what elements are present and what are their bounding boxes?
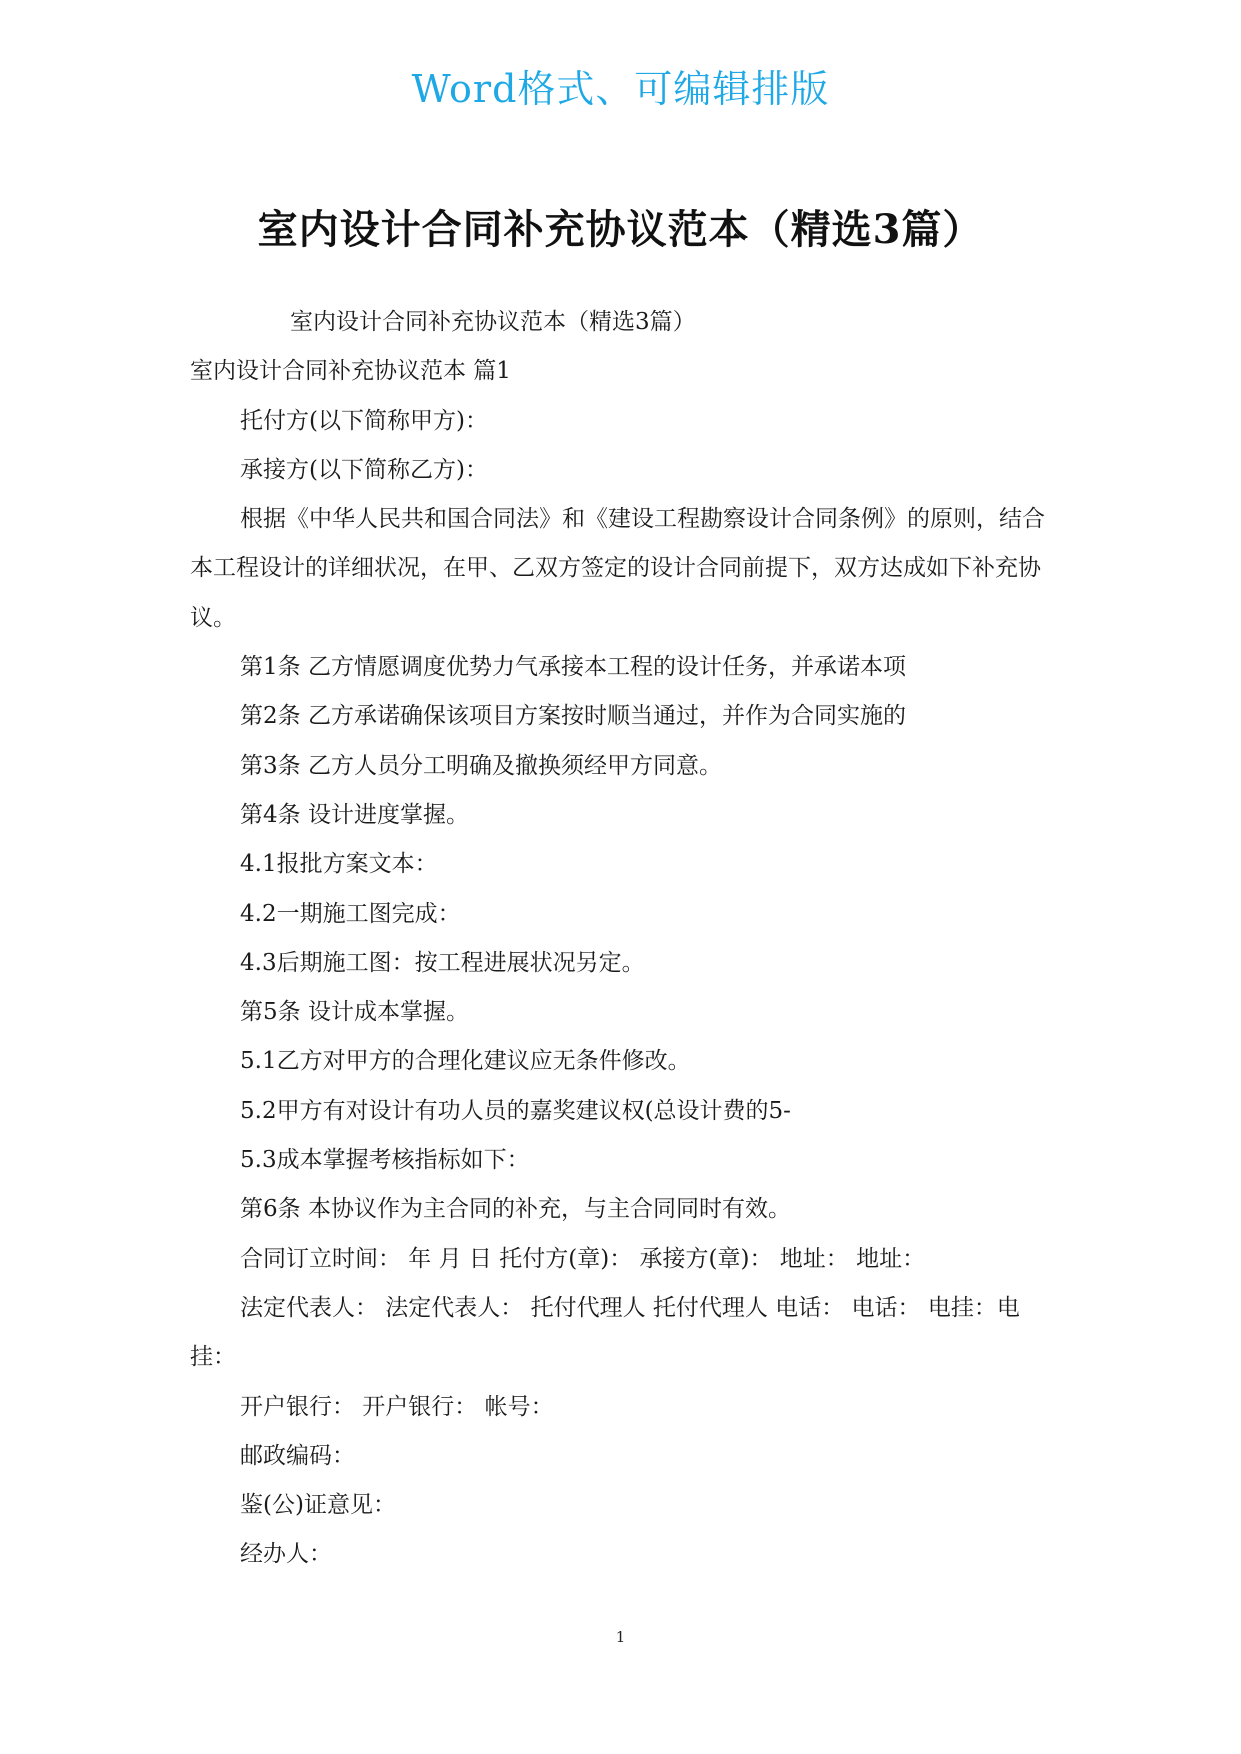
notarization-line: 鉴(公)证意见：	[240, 1492, 396, 1519]
article-6: 第6条 本协议作为主合同的补充，与主合同同时有效。	[240, 1196, 791, 1223]
article-4: 第4条 设计进度掌握。	[240, 801, 469, 828]
postal-code-line: 邮政编码：	[240, 1442, 355, 1469]
clause-5-2: 5.2甲方有对设计有功人员的嘉奖建议权(总设计费的5-	[240, 1097, 791, 1124]
clause-4-1: 4.1报批方案文本：	[240, 851, 438, 878]
section-heading: 室内设计合同补充协议范本 篇1	[190, 358, 511, 385]
paragraph-basis: 根据《中华人民共和国合同法》和《建设工程勘察设计合同条例》的原则，结合本工程设计的详细状况，在甲、乙双方签定的设计合同前提下，双方达成如下补充协议。	[190, 506, 1045, 631]
document-body	[190, 298, 1060, 1580]
paragraph-client: 托付方(以下简称甲方)：	[240, 407, 488, 434]
paragraph-contractor: 承接方(以下简称乙方)：	[240, 456, 488, 483]
clause-4-3: 4.3后期施工图：按工程进展状况另定。	[240, 949, 645, 976]
bank-line: 开户银行： 开户银行： 帐号：	[240, 1393, 554, 1420]
document-subtitle: 室内设计合同补充协议范本（精选3篇）	[290, 309, 696, 335]
signing-time-line: 合同订立时间： 年 月 日 托付方(章)： 承接方(章)： 地址： 地址：	[240, 1245, 926, 1272]
handler-line: 经办人：	[240, 1541, 332, 1568]
clause-5-1: 5.1乙方对甲方的合理化建议应无条件修改。	[240, 1048, 691, 1075]
header-banner: Word格式、可编辑排版	[411, 67, 830, 111]
article-5: 第5条 设计成本掌握。	[240, 999, 469, 1026]
document-title: 室内设计合同补充协议范本（精选3篇）	[257, 206, 984, 253]
article-2: 第2条 乙方承诺确保该项目方案按时顺当通过，并作为合同实施的	[240, 703, 906, 730]
article-1: 第1条 乙方情愿调度优势力气承接本工程的设计任务，并承诺本项	[240, 654, 906, 681]
representative-line: 法定代表人： 法定代表人： 托付代理人 托付代理人 电话： 电话： 电挂：电挂：	[190, 1294, 1020, 1371]
article-3: 第3条 乙方人员分工明确及撤换须经甲方同意。	[240, 752, 722, 779]
clause-5-3: 5.3成本掌握考核指标如下：	[240, 1147, 530, 1174]
clause-4-2: 4.2一期施工图完成：	[240, 900, 461, 927]
page-number: 1	[615, 1628, 626, 1646]
